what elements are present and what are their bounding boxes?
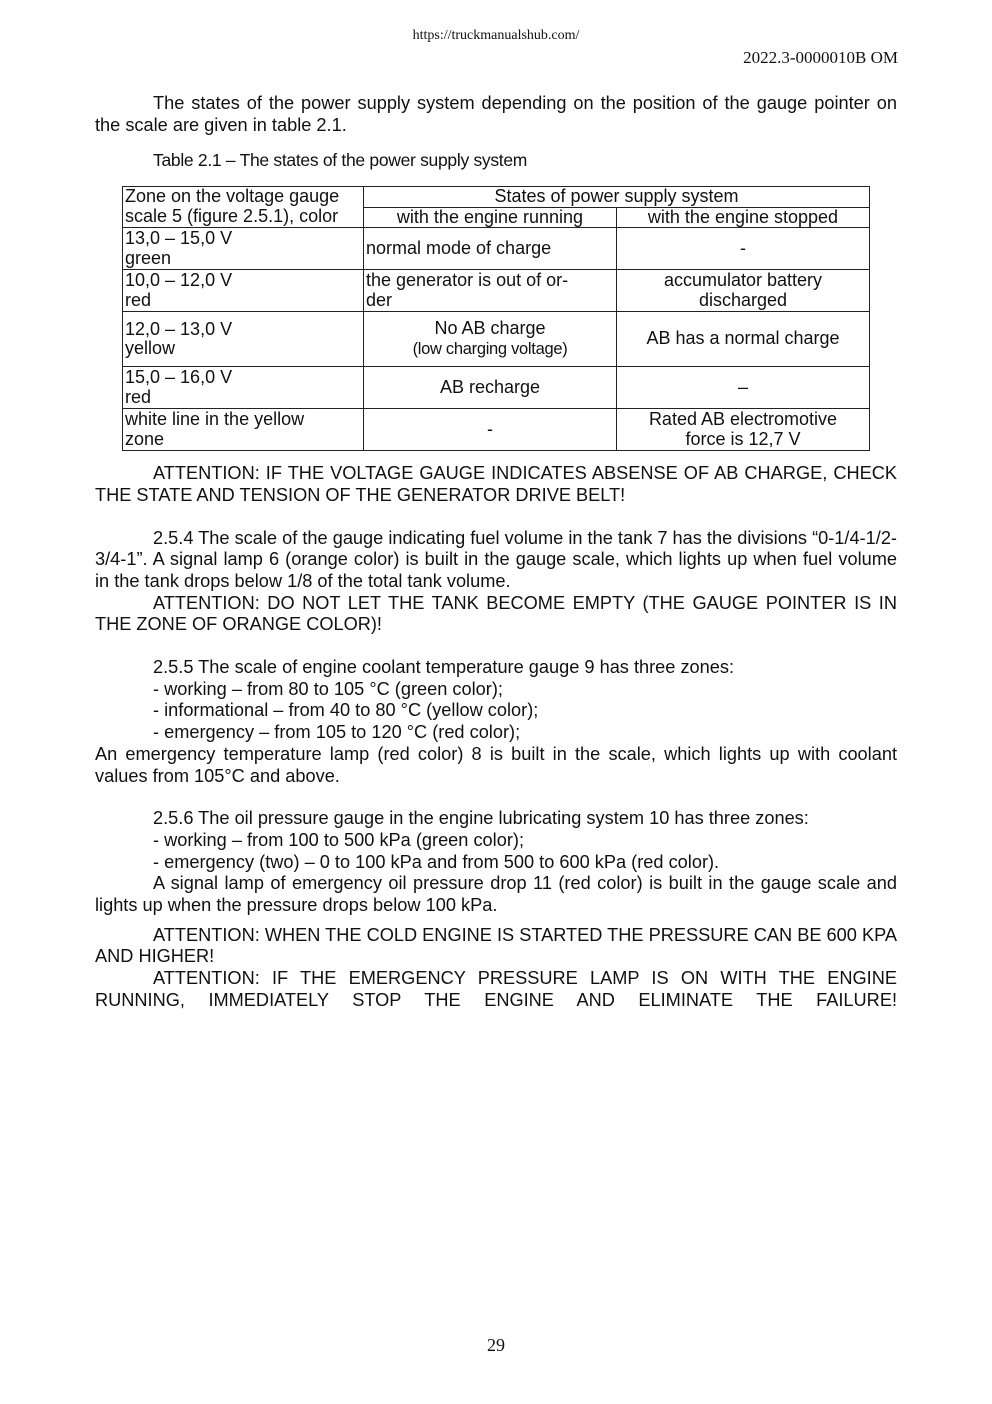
stopped-cell: - bbox=[617, 228, 870, 270]
table-row bbox=[123, 367, 870, 409]
attention-voltage: ATTENTION: IF THE VOLTAGE GAUGE INDICATES ABSENSE OF AB CHARGE, CHECK THE STATE AND TENSION OF THE GENERATOR DRIVE BELT! bbox=[95, 463, 897, 505]
table-row bbox=[123, 270, 870, 312]
page-number: 29 bbox=[487, 1335, 505, 1355]
running-cell: - bbox=[364, 409, 617, 451]
document-id: 2022.3-0000010B OM bbox=[743, 48, 898, 67]
power-supply-states-table bbox=[122, 186, 870, 451]
list-item: - emergency – from 105 to 120 °C (red color); bbox=[153, 722, 521, 743]
list-item: - working – from 100 to 500 kPa (green color); bbox=[153, 829, 524, 850]
header-running-cell: with the engine running bbox=[364, 207, 617, 228]
stopped-cell: accumulator battery discharged bbox=[617, 270, 870, 312]
section-2-5-4-attention: ATTENTION: DO NOT LET THE TANK BECOME EMPTY (THE GAUGE POINTER IS IN THE ZONE OF ORANGE COLOR)! bbox=[95, 592, 897, 635]
header-stopped-cell: with the engine stopped bbox=[617, 207, 870, 228]
stopped-cell: AB has a normal charge bbox=[617, 312, 870, 367]
running-cell: No AB charge (low charging voltage) bbox=[364, 312, 617, 367]
list-item: - emergency (two) – 0 to 100 kPa and from 500 to 600 kPa (red color). bbox=[153, 851, 720, 872]
list-item: - working – from 80 to 105 °C (green color); bbox=[153, 678, 503, 699]
header-zone-line1: Zone on the voltage gauge bbox=[125, 186, 340, 207]
table-header-row bbox=[123, 187, 870, 208]
header-zone-cell-cont bbox=[123, 207, 364, 228]
header-zone-cell bbox=[123, 187, 364, 208]
intro-paragraph: The states of the power supply system depending on the position of the gauge pointer on the scale are given in table 2.1. bbox=[95, 93, 897, 135]
zone-cell: 10,0 – 12,0 V red bbox=[123, 270, 364, 312]
running-cell: AB recharge bbox=[364, 367, 617, 409]
header-zone-line2: scale 5 (figure 2.5.1), color bbox=[125, 206, 339, 227]
zone-cell: white line in the yellow zone bbox=[123, 409, 364, 451]
table-row bbox=[123, 228, 870, 270]
list-item: - informational – from 40 to 80 °C (yellow color); bbox=[153, 700, 539, 721]
zone-cell: 15,0 – 16,0 V red bbox=[123, 367, 364, 409]
table-row bbox=[123, 409, 870, 451]
table-row bbox=[123, 312, 870, 367]
running-cell: the generator is out of or- der bbox=[364, 270, 617, 312]
section-2-5-6-attention-1: ATTENTION: WHEN THE COLD ENGINE IS STARTED THE PRESSURE CAN BE 600 KPA AND HIGHER! bbox=[95, 924, 897, 967]
stopped-cell: Rated AB electromotive force is 12,7 V bbox=[617, 409, 870, 451]
section-2-5-5-text: An emergency temperature lamp (red color) 8 is built in the scale, which lights up with coolant values from 105°C and above. bbox=[95, 743, 897, 786]
section-2-5-6-attention-2: ATTENTION: IF THE EMERGENCY PRESSURE LAMP IS ON WITH THE ENGINE RUNNING, IMMEDIATELY STOP THE ENGINE AND ELIMINATE THE FAILURE! bbox=[95, 968, 897, 1010]
zone-cell: 12,0 – 13,0 V yellow bbox=[123, 312, 364, 367]
source-url: https://truckmanualshub.com/ bbox=[412, 28, 580, 43]
running-note: (low charging voltage) bbox=[412, 339, 568, 358]
table-subheader-row bbox=[123, 207, 870, 228]
section-2-5-5-intro: 2.5.5 The scale of engine coolant temperature gauge 9 has three zones: bbox=[153, 657, 735, 678]
running-cell: normal mode of charge bbox=[364, 228, 617, 270]
header-states-cell: States of power supply system bbox=[364, 187, 870, 208]
zone-cell: 13,0 – 15,0 V green bbox=[123, 228, 364, 270]
section-2-5-4-text: 2.5.4 The scale of the gauge indicating fuel volume in the tank 7 has the divisions “0-1/4-1/2-3/4-1”. A signal lamp 6 (orange color) is built in the gauge scale, which lights up when fuel volume in the tank drops below 1/8 of the total tank volume. bbox=[95, 527, 897, 591]
section-2-5-6-intro: 2.5.6 The oil pressure gauge in the engine lubricating system 10 has three zones: bbox=[153, 808, 809, 829]
section-2-5-6-text: A signal lamp of emergency oil pressure drop 11 (red color) is built in the gauge scale and lights up when the pressure drops below 100 kPa. bbox=[95, 873, 897, 916]
page-content bbox=[95, 93, 897, 1012]
table-caption: Table 2.1 – The states of the power supply system bbox=[153, 150, 528, 171]
stopped-cell: – bbox=[617, 367, 870, 409]
